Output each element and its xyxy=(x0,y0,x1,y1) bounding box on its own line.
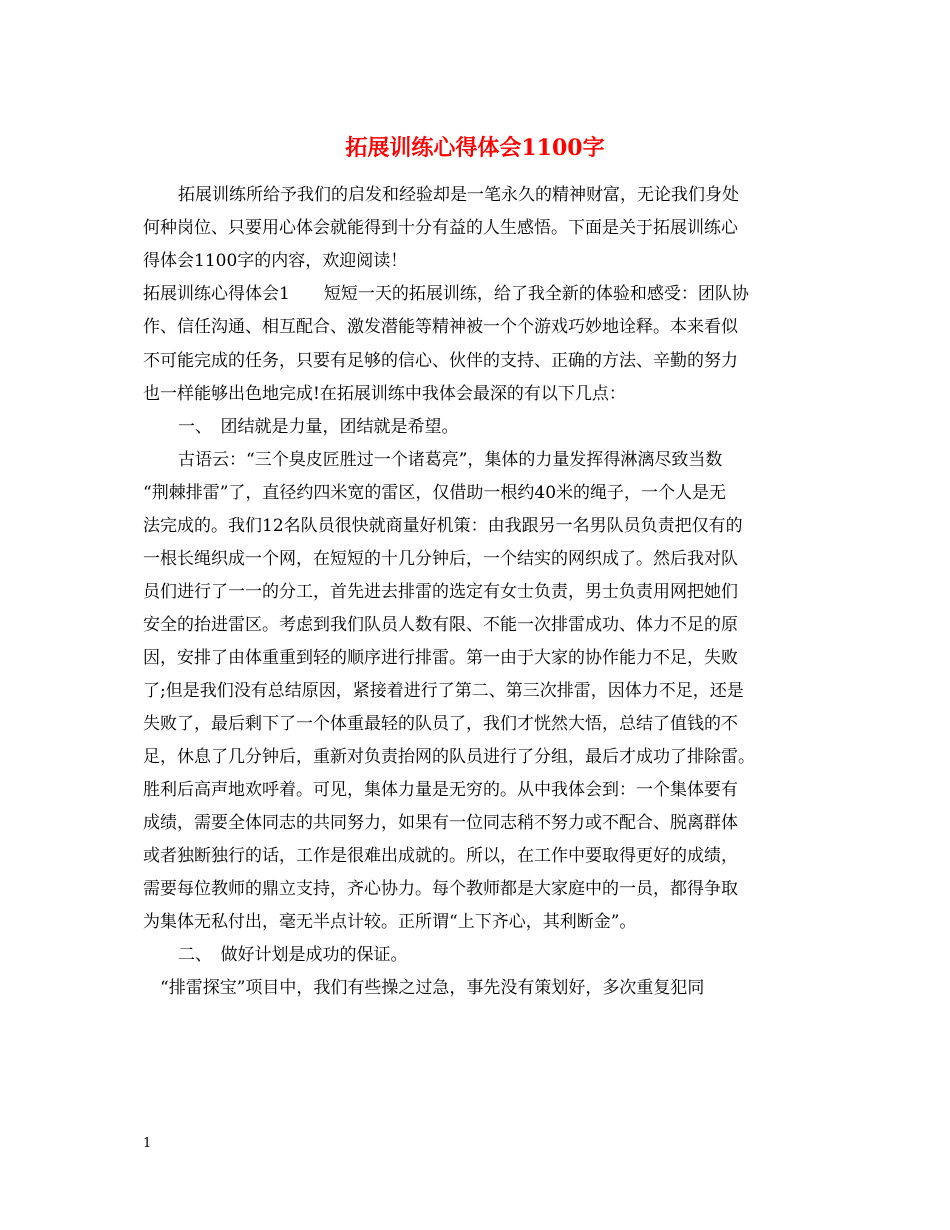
section-heading: 二、 做好计划是成功的保证。 xyxy=(178,945,408,965)
text-line: 或者独断独行的话，工作是很难出成就的。所以，在工作中要取得更好的成绩， xyxy=(143,846,738,866)
text-line: 作、信任沟通、相互配合、激发潜能等精神被一个个游戏巧妙地诠释。本来看似 xyxy=(143,317,738,337)
text-line: 拓展训练所给予我们的启发和经验却是一笔永久的精神财富，无论我们身处 xyxy=(178,185,739,205)
page-number: 1 xyxy=(143,1136,152,1151)
text-line: 安全的抬进雷区。考虑到我们队员人数有限、不能一次排雷成功、体力不足的原 xyxy=(143,615,738,635)
text-line: 因，安排了由体重重到轻的顺序进行排雷。第一由于大家的协作能力不足，失败 xyxy=(143,648,738,668)
text-line: 也一样能够出色地完成!在拓展训练中我体会最深的有以下几点： xyxy=(143,384,626,404)
text-line: 一根长绳织成一个网，在短短的十几分钟后，一个结实的网织成了。然后我对队 xyxy=(143,549,738,569)
text-line: 失败了，最后剩下了一个体重最轻的队员了，我们才恍然大悟，总结了值钱的不 xyxy=(143,714,738,734)
text-line: 足，休息了几分钟后，重新对负责抬网的队员进行了分组，最后才成功了排除雷。 xyxy=(143,747,755,767)
text-line: “排雷探宝”项目中，我们有些操之过急，事先没有策划好，多次重复犯同 xyxy=(160,978,705,998)
document-title: 拓展训练心得体会1100字 xyxy=(345,135,605,161)
text-line: 法完成的。我们12名队员很快就商量好机策：由我跟另一名男队员负责把仅有的 xyxy=(143,516,743,536)
text-line: 需要每位教师的鼎立支持，齐心协力。每个教师都是大家庭中的一员，都得争取 xyxy=(143,879,738,899)
text-line: 胜利后高声地欢呼着。可见，集体力量是无穷的。从中我体会到：一个集体要有 xyxy=(143,780,738,800)
text-line: 成绩，需要全体同志的共同努力，如果有一位同志稍不努力或不配合、脱离群体 xyxy=(143,813,738,833)
text-line: 何种岗位、只要用心体会就能得到十分有益的人生感悟。下面是关于拓展训练心 xyxy=(143,218,738,238)
text-line: 古语云：“三个臭皮匠胜过一个诸葛亮”，集体的力量发挥得淋漓尽致当数 xyxy=(178,450,723,470)
section-heading: 一、 团结就是力量，团结就是希望。 xyxy=(178,417,459,437)
text-line: “荆棘排雷”了，直径约四米宽的雷区，仅借助一根约40米的绳子，一个人是无 xyxy=(143,483,727,503)
text-line: 拓展训练心得体会1 短短一天的拓展训练，给了我全新的体验和感受：团队协 xyxy=(143,284,749,304)
text-line: 为集体无私付出，毫无半点计较。正所谓“上下齐心，其利断金”。 xyxy=(143,912,637,932)
text-line: 了;但是我们没有总结原因，紧接着进行了第二、第三次排雷，因体力不足，还是 xyxy=(143,681,744,701)
text-line: 得体会1100字的内容，欢迎阅读！ xyxy=(143,251,408,271)
text-line: 员们进行了一一的分工，首先进去排雷的选定有女士负责，男士负责用网把她们 xyxy=(143,582,738,602)
text-line: 不可能完成的任务，只要有足够的信心、伙伴的支持、正确的方法、辛勤的努力 xyxy=(143,351,738,371)
